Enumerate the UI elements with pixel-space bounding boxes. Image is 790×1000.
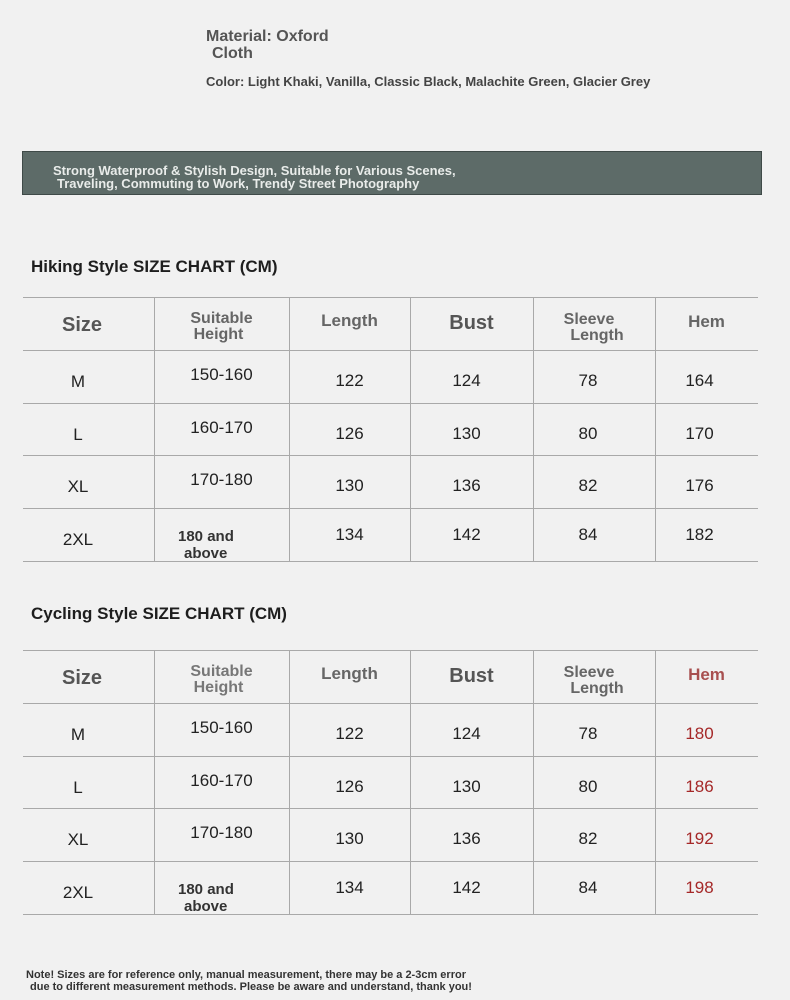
cell-sleeve: 80	[578, 424, 598, 443]
header-height-line-2: Height	[193, 326, 244, 343]
header-sleeve-line-1: Sleeve	[563, 664, 615, 681]
cell-hem: 176	[685, 476, 714, 495]
cell-length: 122	[335, 724, 364, 743]
cell-length: 134	[335, 525, 364, 544]
cell-sleeve: 84	[578, 525, 598, 544]
cell-sleeve: 80	[578, 777, 598, 796]
header-sleeve-line-2: Length	[570, 327, 624, 344]
hiking-size-table	[23, 297, 758, 561]
cell-hem: 192	[685, 829, 714, 848]
cell-size: XL	[67, 830, 89, 849]
cycling-size-table	[23, 650, 758, 914]
header-length: Length	[321, 664, 378, 683]
header-height-line-2: Height	[193, 679, 244, 696]
cell-size: 2XL	[62, 530, 94, 549]
table-column-divider	[289, 297, 290, 561]
header-sleeve-length	[533, 312, 655, 344]
cell-length: 126	[335, 424, 364, 443]
cell-size: XL	[67, 477, 89, 496]
cell-hem: 186	[685, 777, 714, 796]
cell-length: 130	[335, 476, 364, 495]
hiking-chart-title: Hiking Style SIZE CHART (CM)	[31, 257, 278, 276]
table-row-divider	[23, 455, 758, 456]
cell-size: 2XL	[62, 883, 94, 902]
material-text	[206, 28, 329, 62]
cell-bust: 124	[452, 371, 481, 390]
table-row-divider	[23, 756, 758, 757]
table-column-divider	[289, 650, 290, 914]
header-sleeve-line-1: Sleeve	[563, 311, 615, 328]
cell-bust: 130	[452, 424, 481, 443]
table-row-divider	[23, 914, 758, 915]
cell-height: 160-170	[190, 418, 253, 437]
note-line-2: due to different measurement methods. Please be aware and understand, thank you!	[30, 981, 472, 993]
cell-bust: 136	[452, 476, 481, 495]
cell-height	[178, 528, 289, 562]
header-length: Length	[321, 311, 378, 330]
cell-hem: 182	[685, 525, 714, 544]
cell-length: 134	[335, 878, 364, 897]
table-row-divider	[23, 808, 758, 809]
cell-size: M	[70, 372, 86, 391]
cell-height: 150-160	[190, 365, 253, 384]
material-line-1: Material: Oxford	[206, 28, 329, 45]
header-height-line-1: Suitable	[190, 310, 253, 327]
material-line-2: Cloth	[212, 45, 253, 62]
header-sleeve-length	[533, 665, 655, 697]
header-sleeve-line-2: Length	[570, 680, 624, 697]
cell-hem: 180	[685, 724, 714, 743]
feature-banner	[22, 151, 762, 195]
cell-size: L	[73, 425, 83, 444]
cell-bust: 130	[452, 777, 481, 796]
cell-height	[178, 881, 289, 915]
cell-sleeve: 84	[578, 878, 598, 897]
cell-sleeve: 78	[578, 371, 598, 390]
header-hem: Hem	[688, 665, 725, 684]
cell-height: 170-180	[190, 470, 253, 489]
cell-sleeve: 82	[578, 829, 598, 848]
cycling-chart-title: Cycling Style SIZE CHART (CM)	[31, 604, 287, 623]
header-suitable-height	[154, 664, 289, 696]
table-row-divider	[23, 508, 758, 509]
cell-bust: 142	[452, 525, 481, 544]
cell-length: 130	[335, 829, 364, 848]
cell-height: 170-180	[190, 823, 253, 842]
table-row-divider	[23, 561, 758, 562]
banner-line-2: Traveling, Commuting to Work, Trendy Street Photography	[57, 176, 420, 191]
cell-hem: 164	[685, 371, 714, 390]
cell-hem: 170	[685, 424, 714, 443]
header-bust: Bust	[449, 665, 494, 687]
header-bust: Bust	[449, 312, 494, 334]
header-height-line-1: Suitable	[190, 663, 253, 680]
cell-bust: 142	[452, 878, 481, 897]
table-row-divider	[23, 297, 758, 298]
cell-length: 122	[335, 371, 364, 390]
cell-length: 126	[335, 777, 364, 796]
height-line-1: 180 and	[178, 881, 234, 898]
cell-bust: 124	[452, 724, 481, 743]
cell-sleeve: 82	[578, 476, 598, 495]
note-line-1: Note! Sizes are for reference only, manual measurement, there may be a 2-3cm error	[26, 969, 466, 981]
header-suitable-height	[154, 311, 289, 343]
color-options-text: Color: Light Khaki, Vanilla, Classic Black, Malachite Green, Glacier Grey	[206, 74, 651, 89]
height-line-2: above	[184, 898, 228, 915]
header-size: Size	[61, 667, 103, 689]
cell-sleeve: 78	[578, 724, 598, 743]
height-line-1: 180 and	[178, 528, 234, 545]
cell-height: 150-160	[190, 718, 253, 737]
sizing-note	[26, 969, 472, 993]
cell-bust: 136	[452, 829, 481, 848]
table-row-divider	[23, 861, 758, 862]
cell-size: M	[70, 725, 86, 744]
table-row-divider	[23, 703, 758, 704]
cell-height: 160-170	[190, 771, 253, 790]
header-size: Size	[61, 314, 103, 336]
banner-line-1: Strong Waterproof & Stylish Design, Suitable for Various Scenes,	[53, 163, 456, 178]
table-row-divider	[23, 403, 758, 404]
table-row-divider	[23, 650, 758, 651]
cell-size: L	[73, 778, 83, 797]
cell-hem: 198	[685, 878, 714, 897]
height-line-2: above	[184, 545, 228, 562]
table-row-divider	[23, 350, 758, 351]
header-hem: Hem	[688, 312, 725, 331]
